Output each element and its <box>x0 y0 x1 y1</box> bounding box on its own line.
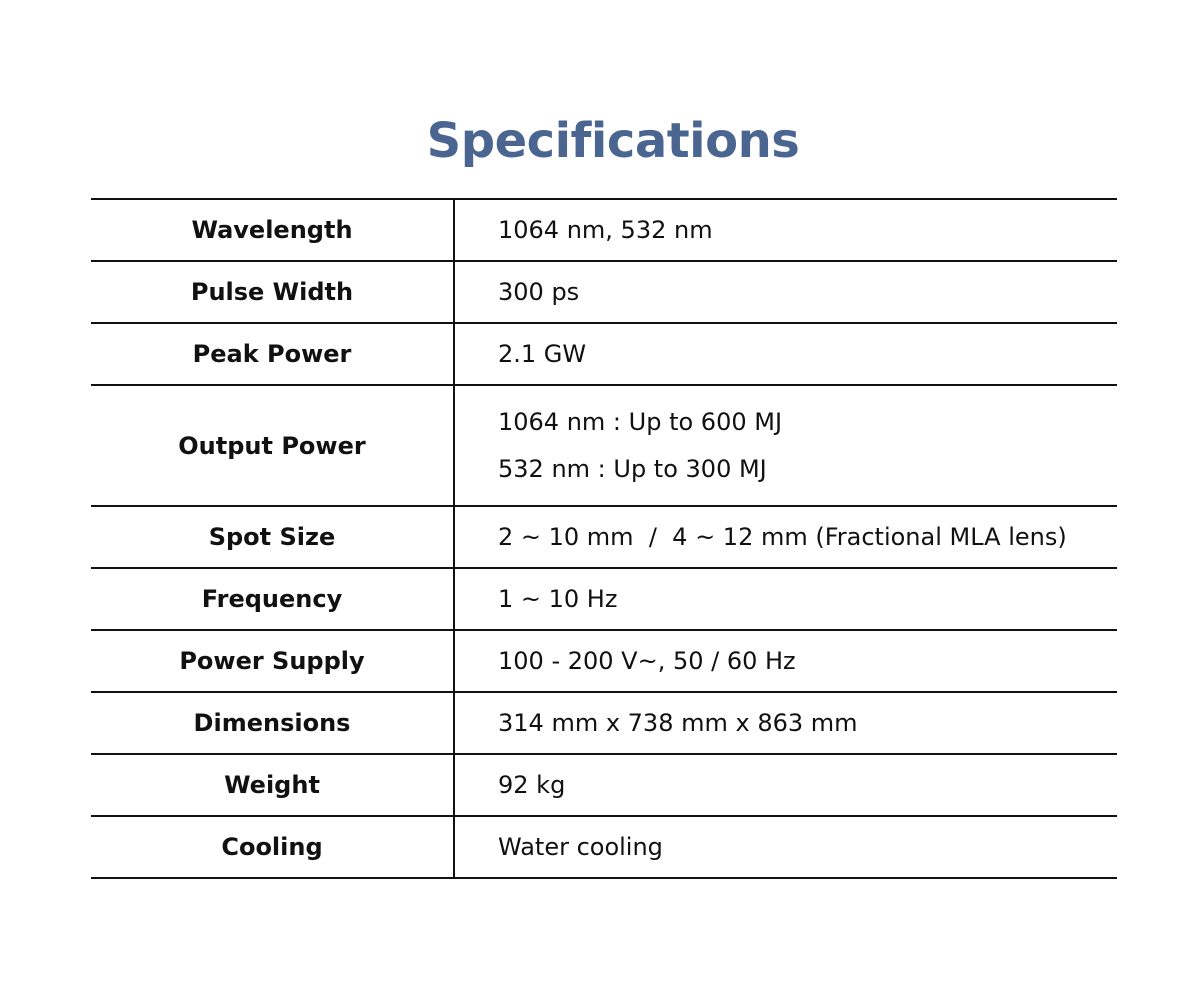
spec-label: Power Supply <box>91 631 455 691</box>
spec-value: Water cooling <box>498 833 663 861</box>
spec-row-power-supply <box>91 631 1117 693</box>
spec-label: Pulse Width <box>91 262 455 322</box>
spec-value-cell <box>455 817 1117 877</box>
spec-value-cell <box>455 386 1117 505</box>
spec-value-cell <box>455 631 1117 691</box>
spec-value-cell <box>455 324 1117 384</box>
spec-row-output-power <box>91 386 1117 507</box>
spec-label: Cooling <box>91 817 455 877</box>
spec-value-cell <box>455 262 1117 322</box>
spec-label: Output Power <box>91 386 455 505</box>
spec-value: 100 - 200 V~, 50 / 60 Hz <box>498 647 796 675</box>
spec-value: 1 ~ 10 Hz <box>498 585 618 613</box>
spec-label: Frequency <box>91 569 455 629</box>
spec-row-cooling <box>91 817 1117 879</box>
spec-label: Wavelength <box>91 200 455 260</box>
spec-label: Spot Size <box>91 507 455 567</box>
spec-value: 314 mm x 738 mm x 863 mm <box>498 709 858 737</box>
spec-row-dimensions <box>91 693 1117 755</box>
spec-value: 92 kg <box>498 771 566 799</box>
spec-value: 300 ps <box>498 278 580 306</box>
spec-row-peak-power <box>91 324 1117 386</box>
specifications-table <box>91 198 1117 879</box>
spec-value-cell <box>455 693 1117 753</box>
spec-row-spot-size <box>91 507 1117 569</box>
spec-row-wavelength <box>91 200 1117 262</box>
spec-value: 2.1 GW <box>498 340 587 368</box>
spec-value-cell <box>455 507 1117 567</box>
spec-row-weight <box>91 755 1117 817</box>
spec-label: Weight <box>91 755 455 815</box>
spec-value-cell <box>455 755 1117 815</box>
spec-value: 2 ~ 10 mm / 4 ~ 12 mm (Fractional MLA lens) <box>498 523 1067 551</box>
spec-value-cell <box>455 200 1117 260</box>
spec-label: Peak Power <box>91 324 455 384</box>
spec-value: 1064 nm : Up to 600 MJ <box>498 408 783 436</box>
page-title: Specifications <box>426 113 800 169</box>
spec-value: 1064 nm, 532 nm <box>498 216 713 244</box>
spec-value: 532 nm : Up to 300 MJ <box>498 455 767 483</box>
spec-row-frequency <box>91 569 1117 631</box>
spec-label: Dimensions <box>91 693 455 753</box>
spec-row-pulse-width <box>91 262 1117 324</box>
spec-value-cell <box>455 569 1117 629</box>
